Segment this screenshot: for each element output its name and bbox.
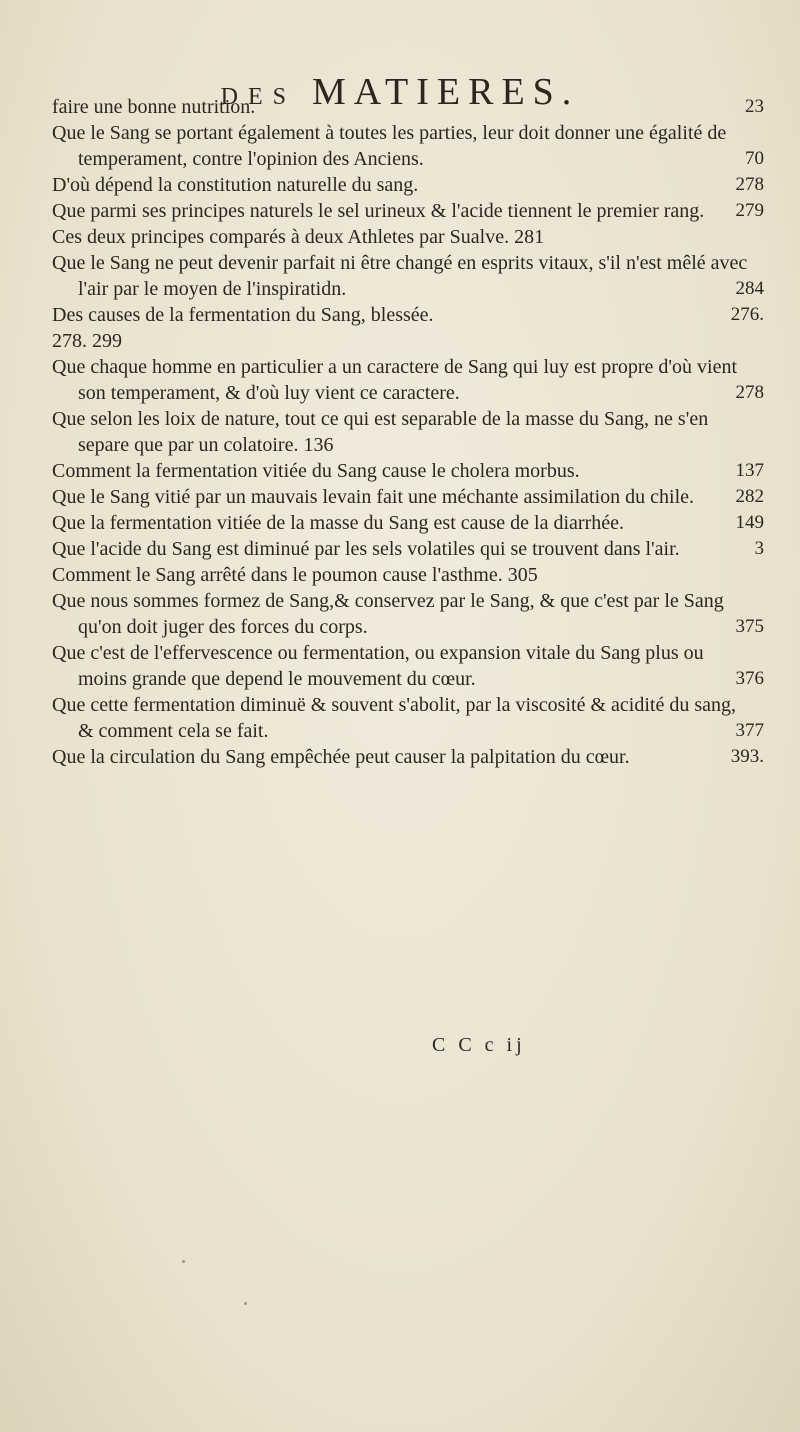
entry-text: Comment le Sang arrêté dans le poumon cause l'asthme. 305 — [52, 564, 538, 586]
entry-text: faire une bonne nutrition. — [52, 96, 256, 118]
index-entry — [52, 328, 764, 354]
index-entry — [52, 94, 764, 120]
index-entry — [52, 744, 764, 770]
signature-mark: C C c ij — [432, 1034, 526, 1056]
index-entry — [52, 484, 764, 510]
entry-page-number: 278 — [735, 382, 764, 403]
entry-text: Que la circulation du Sang empêchée peut causer la palpitation du cœur. — [52, 746, 630, 768]
index-entry — [52, 120, 764, 172]
entry-text: 278. 299 — [52, 330, 122, 352]
entry-page-number: 149 — [735, 512, 764, 533]
entry-text: Que le Sang se portant également à toutes les parties, leur doit donner une égalité de temperament, contre l'opinion des Anciens. — [52, 122, 727, 170]
index-entry — [52, 250, 764, 302]
entry-page-number: 393. — [730, 746, 764, 767]
index-entry — [52, 458, 764, 484]
header-prefix: DES — [220, 84, 297, 110]
entry-page-number: 278 — [735, 174, 764, 195]
entry-page-number: 282 — [735, 486, 764, 507]
entry-text: Que nous sommes formez de Sang,& conservez par le Sang, & que c'est par le Sang qu'on doit juger des forces du corps. — [52, 590, 724, 638]
paper-spot — [182, 1260, 185, 1263]
entry-page-number: 376 — [735, 668, 764, 689]
entry-text: Que parmi ses principes naturels le sel urineux & l'acide tiennent le premier rang. — [52, 200, 705, 222]
entry-text: Ces deux principes comparés à deux Athletes par Sualve. 281 — [52, 226, 545, 248]
entry-page-number: 279 — [735, 200, 764, 221]
entry-page-number: 276. — [730, 304, 764, 325]
index-entry — [52, 406, 764, 458]
index-entry — [52, 302, 764, 328]
index-entries — [52, 94, 764, 770]
entry-text: Que le Sang vitié par un mauvais levain fait une méchante assimilation du chile. — [52, 486, 695, 508]
index-entry — [52, 172, 764, 198]
entry-text: Que l'acide du Sang est diminué par les sels volatiles qui se trouvent dans l'air. — [52, 538, 680, 560]
index-entry — [52, 536, 764, 562]
entry-text: Comment la fermentation vitiée du Sang cause le cholera morbus. — [52, 460, 580, 482]
entry-text: Que la fermentation vitiée de la masse du Sang est cause de la diarrhée. — [52, 512, 624, 534]
entry-text: Que chaque homme en particulier a un caractere de Sang qui luy est propre d'où vient son temperament, & d'où luy vient ce caractere. — [52, 356, 738, 404]
entry-page-number: 70 — [745, 148, 764, 169]
entry-page-number: 377 — [735, 720, 764, 741]
entry-text: D'où dépend la constitution naturelle du sang. — [52, 174, 419, 196]
entry-text: Que selon les loix de nature, tout ce qui est separable de la masse du Sang, ne s'en separe que par un colatoire. 136 — [52, 408, 709, 456]
entry-page-number: 137 — [735, 460, 764, 481]
entry-page-number: 284 — [735, 278, 764, 299]
entry-text: Que c'est de l'effervescence ou fermentation, ou expansion vitale du Sang plus ou moins grande que depend le mouvement du cœur. — [52, 642, 704, 690]
index-entry — [52, 224, 764, 250]
entry-text: Que cette fermentation diminuë & souvent s'abolit, par la viscosité & acidité du sang, & comment cela se fait. — [52, 694, 736, 742]
entry-page-number: 375 — [735, 616, 764, 637]
header-title: MATIERES. — [312, 71, 580, 113]
index-entry — [52, 354, 764, 406]
index-entry — [52, 692, 764, 744]
entry-text: Des causes de la fermentation du Sang, blessée. — [52, 304, 434, 326]
paper-spot — [244, 1302, 247, 1305]
entry-page-number: 23 — [745, 96, 764, 117]
index-entry — [52, 588, 764, 640]
index-entry — [52, 198, 764, 224]
index-entry — [52, 640, 764, 692]
index-entry — [52, 562, 764, 588]
entry-text: Que le Sang ne peut devenir parfait ni être changé en esprits vitaux, s'il n'est mêlé avec l'air par le moyen de l'inspiratidn. — [52, 252, 748, 300]
entry-page-number: 3 — [754, 538, 764, 559]
index-entry — [52, 510, 764, 536]
